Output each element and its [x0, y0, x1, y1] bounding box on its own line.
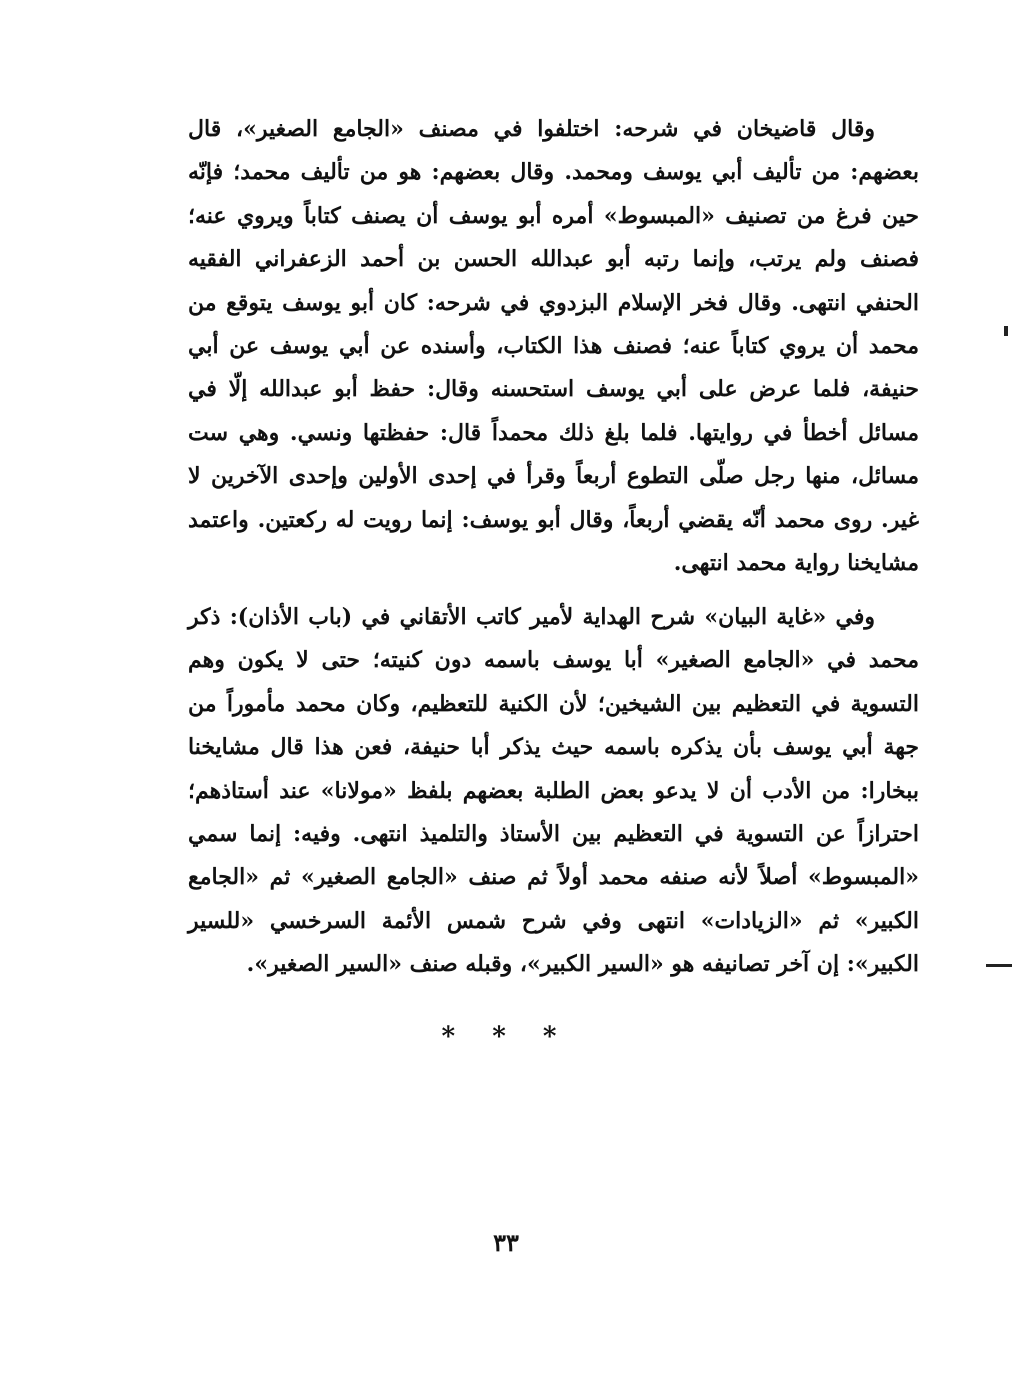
scan-margin-mark	[1004, 326, 1008, 336]
paragraph-1	[188, 108, 919, 585]
section-separator: * * *	[441, 1022, 571, 1052]
paragraph-1-text: وقال قاضيخان في شرحه: اختلفوا في مصنف «الجامع الصغير»، قال بعضهم: من تأليف أبي يوسف ومحمد. وقال بعضهم: هو من تأليف محمد؛ فإنّه حين فرغ من تصنيف «المبسوط» أمره أبو يوسف أن يصنف كتاباً ويروي عنه؛ فصنف ولم يرتب، وإنما رتبه أبو عبدالله الحسن بن أحمد الزعفراني الفقيه الحنفي انتهى. وقال فخر الإسلام البزدوي في شرحه: كان أبو يوسف يتوقع من محمد أن يروي كتاباً عنه؛ فصنف هذا الكتاب، وأسنده عن أبي يوسف عن أبي حنيفة، فلما عرض على أبي يوسف استحسنه وقال: حفظ أبو عبدالله إلّا في مسائل أخطأ في روايتها. فلما بلغ ذلك محمداً قال: حفظتها ونسي. وهي ست مسائل، منها رجل صلّى التطوع أربعاً وقرأ في إحدى الأولين وإحدى الآخرين لا غير. روى محمد أنّه يقضي أربعاً، وقال أبو يوسف: إنما رويت له ركعتين. واعتمد مشايخنا رواية محمد انتهى.	[188, 116, 919, 577]
scan-margin-dash	[986, 964, 1012, 967]
page-number: ٣٣	[493, 1228, 519, 1257]
paragraph-2	[188, 596, 919, 987]
paragraph-2-text: وفي «غاية البيان» شرح الهداية لأمير كاتب الأتقاني في (باب الأذان): ذكر محمد في «الجامع الصغير» أبا يوسف باسمه دون كنيته؛ حتى لا يكون وهم التسوية في التعظيم بين الشيخين؛ لأن الكنية للتعظيم، وكان محمد مأموراً من جهة أبي يوسف بأن يذكره باسمه حيث يذكر أبا حنيفة، فعن هذا قال مشايخنا ببخارا: من الأدب أن لا يدعو بعض الطلبة بعضهم بلفظ «مولانا» عند أستاذهم؛ احترازاً عن التسوية في التعظيم بين الأستاذ والتلميذ انتهى. وفيه: إنما سمي «المبسوط» أصلاً لأنه صنفه محمد أولاً ثم صنف «الجامع الصغير» ثم «الجامع الكبير» ثم «الزيادات» انتهى وفي شرح شمس الأئمة السرخسي «للسير الكبير»: إن آخر تصانيفه هو «السير الكبير»، وقبله صنف «السير الصغير».	[188, 604, 919, 978]
